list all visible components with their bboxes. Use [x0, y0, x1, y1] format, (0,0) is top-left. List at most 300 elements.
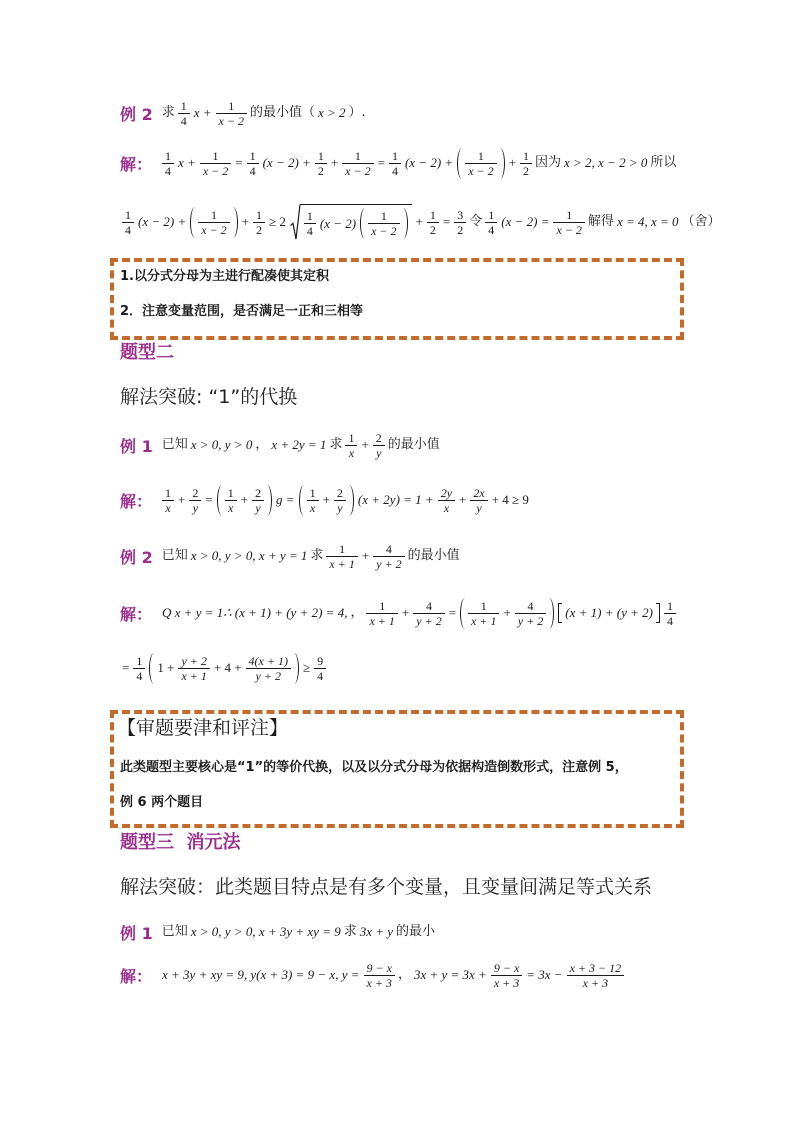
section3-example-1: [120, 910, 436, 954]
fraction-numerator: [225, 487, 237, 500]
fraction-denominator: [133, 668, 145, 682]
math-text: y + 2: [517, 613, 544, 628]
fraction: [454, 209, 466, 236]
math-text: 4(x + 1): [248, 653, 288, 668]
comment-line: 此类题型主要核心是“1”的等价代换，以及以分式分母为依据构造倒数形式，注意例 5，: [120, 760, 628, 775]
fraction-denominator: [247, 163, 259, 177]
fraction-numerator: [427, 209, 439, 222]
fraction-denominator: [345, 445, 357, 459]
math-text: 1: [180, 98, 187, 113]
method-line: 解法突破: “1”的代换: [120, 386, 298, 408]
text-run: 解得: [587, 214, 614, 229]
fraction: [567, 962, 625, 989]
section2-solution-2-line-1: [120, 591, 678, 635]
math-text: (x − 2): [319, 215, 357, 231]
math-text: 1: [228, 98, 235, 113]
math-text: + 4 +: [213, 660, 242, 675]
math-text: 4: [180, 113, 187, 128]
right-paren: [403, 208, 408, 239]
fraction-denominator: [198, 222, 229, 236]
math-text: x + 2y = 1: [271, 437, 327, 452]
fraction-numerator: [438, 487, 455, 500]
math-text: x: [348, 445, 355, 460]
solution-label: 解：: [120, 491, 153, 511]
fraction-numerator: [465, 150, 496, 163]
fraction: [413, 600, 444, 627]
fraction-denominator: [485, 222, 497, 236]
fraction: [178, 655, 209, 682]
fraction-numerator: [468, 600, 499, 613]
fraction: [373, 432, 385, 459]
math-text: 2: [256, 222, 263, 237]
fraction-numerator: [567, 962, 625, 975]
group-content: [365, 208, 402, 239]
math-text: 9 − x: [493, 960, 520, 975]
fraction-denominator: [427, 222, 439, 236]
math-text: x + 1: [369, 613, 395, 628]
fraction: [345, 432, 357, 459]
math-text: =: [235, 155, 243, 170]
fraction: [491, 962, 522, 989]
text-run: 求: [329, 437, 343, 452]
fraction-denominator: [178, 668, 209, 682]
fraction-denominator: [314, 668, 326, 682]
math-text: 2y: [440, 485, 453, 500]
math-text: +: [508, 155, 516, 170]
text-run: 求: [161, 105, 175, 120]
solution-label: 解：: [120, 966, 153, 986]
fraction: [200, 150, 231, 177]
fraction-numerator: [216, 100, 247, 113]
section2-solution-2-line-2: [120, 646, 328, 690]
math-text: x: [165, 500, 171, 515]
section2-solution-1: [120, 478, 531, 522]
math-text: +: [330, 155, 339, 170]
parenthesized-group: [190, 207, 237, 238]
section2-example-1: [120, 423, 441, 467]
fraction-numerator: [162, 487, 174, 500]
fraction-denominator: [307, 500, 319, 514]
math-text: 1: [165, 148, 172, 163]
solution-formula: [120, 653, 328, 684]
comment-title: 【审题要津和评注】: [117, 717, 289, 739]
fraction-denominator: [373, 556, 404, 570]
math-text: x − 2: [345, 163, 371, 178]
fraction-denominator: [373, 445, 385, 459]
fraction: [389, 150, 401, 177]
fraction-denominator: [200, 163, 231, 177]
math-text: x − 2: [218, 113, 244, 128]
math-text: x − 2: [556, 222, 582, 237]
fraction-denominator: [246, 668, 291, 682]
fraction-numerator: [178, 100, 190, 113]
fraction-denominator: [253, 222, 265, 236]
fraction: [373, 543, 404, 570]
math-text: +: [401, 605, 410, 620]
math-text: 4: [249, 163, 256, 178]
fraction-denominator: [189, 500, 201, 514]
math-text: 9 − x: [366, 960, 392, 975]
math-text: x > 0, y > 0, x + y = 1: [190, 548, 308, 563]
math-text: x > 2: [317, 105, 346, 120]
fraction-numerator: [364, 962, 395, 975]
fraction: [307, 487, 319, 514]
math-text: g =: [276, 492, 295, 507]
math-text: x + 3y + xy = 9, y(x + 3) = 9 − x, y =: [162, 967, 360, 982]
math-text: 1: [249, 148, 256, 163]
fraction: [364, 962, 395, 989]
fraction-numerator: [491, 962, 522, 975]
math-text: +: [322, 492, 330, 507]
fraction: [162, 150, 174, 177]
fraction: [253, 209, 265, 236]
fraction-denominator: [366, 613, 397, 627]
fraction-denominator: [326, 556, 357, 570]
math-text: x + 3: [366, 975, 392, 990]
text-run: 的最小: [396, 924, 436, 939]
comment-line: 例 6 两个题目: [120, 795, 204, 810]
math-text: =: [442, 214, 451, 229]
fraction-denominator: [438, 500, 455, 514]
math-text: x + 1: [471, 613, 497, 628]
solution-formula: [160, 598, 678, 629]
fraction: [326, 543, 357, 570]
group-content: [195, 207, 232, 238]
fraction-denominator: [468, 613, 499, 627]
text-run: 已知: [161, 437, 188, 452]
right-paren: [549, 598, 554, 629]
fraction-numerator: [345, 432, 357, 445]
parenthesized-group: [217, 485, 272, 516]
fraction-denominator: [162, 163, 174, 177]
fraction-denominator: [470, 500, 487, 514]
group-content: [304, 485, 349, 516]
text-run: 令: [469, 214, 483, 229]
fraction-denominator: [342, 163, 373, 177]
fraction: [427, 209, 439, 236]
math-text: y + 2: [416, 613, 442, 628]
math-text: 9: [317, 653, 324, 668]
parenthesized-group: [149, 653, 299, 684]
math-text: +: [240, 492, 249, 507]
math-text: 1: [306, 209, 313, 223]
parenthesized-group: [299, 485, 354, 516]
math-text: y + 2: [376, 556, 402, 571]
math-text: 1: [256, 207, 263, 222]
math-text: 2: [192, 485, 199, 500]
math-text: 4: [425, 598, 432, 613]
math-text: x = 4, x = 0: [616, 214, 679, 229]
math-text: =: [122, 660, 130, 675]
math-text: (x − 2) +: [138, 214, 187, 229]
text-run: 因为: [534, 155, 561, 170]
fraction-denominator: [304, 223, 316, 237]
right-paren: [233, 207, 238, 238]
fraction-numerator: [246, 655, 291, 668]
math-text: 1: [522, 148, 529, 163]
math-text: 2: [317, 163, 324, 178]
fraction-numerator: [342, 150, 373, 163]
math-text: 2: [429, 222, 436, 237]
fraction: [465, 150, 496, 177]
parenthesized-group: [457, 148, 504, 179]
math-text: 4: [385, 541, 392, 556]
radical-sign-icon: [290, 204, 300, 240]
math-text: 1: [165, 485, 172, 500]
math-text: + 4 ≥ 9: [491, 492, 529, 507]
fraction: [342, 150, 373, 177]
math-text: x + 3: [493, 975, 520, 990]
fraction-denominator: [413, 613, 444, 627]
solution-formula: [160, 962, 626, 989]
fraction: [553, 209, 584, 236]
fraction: [315, 150, 327, 177]
fraction-denominator: [553, 222, 584, 236]
fraction-numerator: [413, 600, 444, 613]
fraction: [216, 100, 247, 127]
math-text: 4: [136, 668, 143, 683]
solution-label: 解：: [120, 604, 153, 624]
fraction-numerator: [470, 487, 487, 500]
text-run: ）.: [348, 105, 366, 120]
math-text: x: [228, 500, 234, 515]
example-formula: [161, 543, 461, 570]
example-formula: [161, 432, 441, 459]
fraction-denominator: [515, 613, 546, 627]
fraction-numerator: [334, 487, 346, 500]
group-content: [462, 148, 499, 179]
math-text: 4: [165, 163, 172, 178]
fraction: [225, 487, 237, 514]
math-text: 1: [480, 598, 487, 613]
section2-example-2: [120, 534, 461, 578]
text-run: 求: [310, 548, 324, 563]
group-content: [562, 603, 656, 623]
fraction-numerator: [368, 210, 399, 223]
example-formula: [161, 924, 436, 940]
math-text: +: [415, 214, 423, 229]
square-root: [290, 204, 412, 240]
fraction-numerator: [373, 543, 404, 556]
fraction-denominator: [465, 163, 496, 177]
fraction-denominator: [122, 222, 134, 236]
math-text: 1: [477, 148, 484, 163]
fraction-denominator: [664, 613, 676, 627]
fraction-denominator: [216, 113, 247, 127]
solution-formula: [120, 204, 722, 240]
fraction-numerator: [122, 209, 134, 222]
fraction-denominator: [334, 500, 346, 514]
math-text: 1: [309, 485, 316, 500]
example-formula: [161, 100, 367, 127]
math-text: = 3x −: [526, 967, 563, 982]
fraction-denominator: [368, 223, 399, 237]
math-text: (x + 1) + (y + 2): [565, 605, 653, 620]
text-run: 求: [343, 924, 357, 939]
math-text: x − 2: [202, 163, 229, 178]
fraction-numerator: [553, 209, 584, 222]
math-text: 1: [666, 598, 673, 613]
group-content: [465, 598, 549, 629]
fraction-denominator: [389, 163, 401, 177]
section-heading: 题型三 消元法: [120, 832, 241, 853]
fraction-denominator: [364, 975, 395, 989]
math-text: =: [205, 492, 213, 507]
math-text: 4: [125, 222, 131, 237]
fraction-denominator: [225, 500, 237, 514]
math-text: 1: [227, 485, 234, 500]
math-text: 3x + y: [359, 924, 394, 939]
fraction-numerator: [326, 543, 357, 556]
math-text: 1: [317, 148, 324, 163]
fraction-numerator: [520, 150, 532, 163]
example-label: 例 2: [120, 104, 153, 124]
text-run: 已知: [161, 924, 188, 939]
method-line: 解法突破：此类题目特点是有多个变量，且变量间满足等式关系: [120, 876, 653, 898]
group-content: [222, 485, 267, 516]
text-run: ，: [397, 967, 411, 982]
math-text: 1: [379, 598, 386, 613]
math-text: 4: [317, 668, 324, 683]
math-text: (x + 2y) = 1 +: [357, 492, 434, 507]
math-text: Q x + y = 1∴ (x + 1) + (y + 2) = 4,: [162, 605, 348, 620]
fraction-denominator: [567, 975, 625, 989]
fraction: [664, 600, 676, 627]
fraction: [133, 655, 145, 682]
solution-label: 解：: [120, 154, 153, 174]
fraction: [304, 210, 316, 237]
fraction: [247, 150, 259, 177]
right-bracket: [656, 603, 660, 623]
solution-formula: [160, 485, 531, 516]
note-line: 1.以分式分母为主进行配凑使其定积: [120, 269, 329, 284]
math-text: 4: [488, 222, 495, 237]
fraction-numerator: [178, 655, 209, 668]
right-paren: [294, 653, 299, 684]
math-text: 2: [522, 163, 529, 178]
fraction: [162, 487, 174, 514]
math-text: +: [361, 548, 370, 563]
math-text: 1: [210, 207, 217, 222]
math-text: x > 0, y > 0, x + 3y + xy = 9: [190, 924, 341, 939]
math-text: x +: [178, 155, 196, 170]
math-text: 2: [375, 430, 382, 445]
example-label: 例 1: [120, 923, 153, 943]
fraction-numerator: [314, 655, 326, 668]
math-text: =: [448, 605, 457, 620]
math-text: y: [192, 500, 199, 515]
group-content: [300, 204, 412, 240]
group-content: [154, 653, 294, 684]
fraction: [438, 487, 455, 514]
math-text: x − 2: [371, 224, 397, 238]
math-text: 2x: [473, 485, 485, 500]
math-text: 3x + y = 3x +: [413, 967, 487, 982]
fraction-denominator: [454, 222, 466, 236]
fraction-numerator: [664, 600, 676, 613]
math-text: 1: [125, 207, 131, 222]
math-text: 1: [380, 209, 387, 223]
math-text: x + 3: [582, 975, 609, 990]
math-text: x: [309, 500, 316, 515]
parenthesized-group: [460, 598, 554, 629]
math-text: y + 2: [255, 668, 281, 683]
section1-example-2: [120, 91, 367, 135]
text-run: 的最小值（: [249, 105, 315, 120]
math-text: 1: [354, 148, 361, 163]
bracketed-group: [558, 603, 660, 623]
math-text: ≥: [302, 660, 311, 675]
math-text: x > 2, x − 2 > 0: [563, 155, 648, 170]
math-text: y + 2: [181, 653, 207, 668]
text-run: 的最小值: [387, 437, 440, 452]
right-paren: [349, 485, 354, 516]
fraction: [366, 600, 397, 627]
fraction-numerator: [189, 487, 201, 500]
math-text: 2: [457, 222, 464, 237]
math-text: 1: [339, 541, 346, 556]
fraction-denominator: [491, 975, 522, 989]
math-text: 4: [306, 224, 313, 238]
math-text: x − 2: [201, 222, 227, 237]
math-text: 4: [391, 163, 398, 178]
math-text: (x − 2) =: [501, 214, 550, 229]
example-label: 例 1: [120, 436, 153, 456]
fraction-numerator: [198, 209, 229, 222]
text-run: 已知: [161, 548, 188, 563]
math-text: (x − 2) +: [404, 155, 454, 170]
section-heading: 题型二: [120, 342, 174, 363]
math-text: +: [459, 492, 467, 507]
fraction-numerator: [253, 209, 265, 222]
fraction-numerator: [252, 487, 264, 500]
fraction-numerator: [454, 209, 466, 222]
fraction-denominator: [162, 500, 174, 514]
math-text: +: [178, 492, 186, 507]
fraction: [520, 150, 532, 177]
math-text: 4: [666, 613, 673, 628]
fraction: [252, 487, 264, 514]
math-text: 1: [429, 207, 436, 222]
math-text: +: [503, 605, 511, 620]
fraction-numerator: [485, 209, 497, 222]
fraction: [198, 209, 229, 236]
math-text: 1: [488, 207, 495, 222]
comment-box: [110, 710, 684, 828]
note-box: [110, 258, 684, 340]
math-text: x + 1: [329, 556, 355, 571]
section1-solution-line-2: [120, 200, 722, 244]
example-label: 例 2: [120, 547, 153, 567]
math-text: (x − 2) +: [262, 155, 311, 170]
math-text: x: [443, 500, 450, 515]
fraction-numerator: [373, 432, 385, 445]
fraction-denominator: [178, 113, 190, 127]
note-line: 2．注意变量范围，是否满足一正和三相等: [120, 304, 364, 319]
fraction-numerator: [389, 150, 401, 163]
math-text: x +: [193, 105, 212, 120]
math-text: 1 +: [157, 660, 175, 675]
math-text: x − 2: [468, 163, 494, 178]
fraction-numerator: [247, 150, 259, 163]
section1-solution-line-1: [120, 141, 677, 185]
math-text: +: [241, 214, 250, 229]
right-paren: [267, 485, 272, 516]
math-text: 2: [336, 485, 343, 500]
fraction-denominator: [315, 163, 327, 177]
fraction-numerator: [515, 600, 546, 613]
fraction-numerator: [162, 150, 174, 163]
